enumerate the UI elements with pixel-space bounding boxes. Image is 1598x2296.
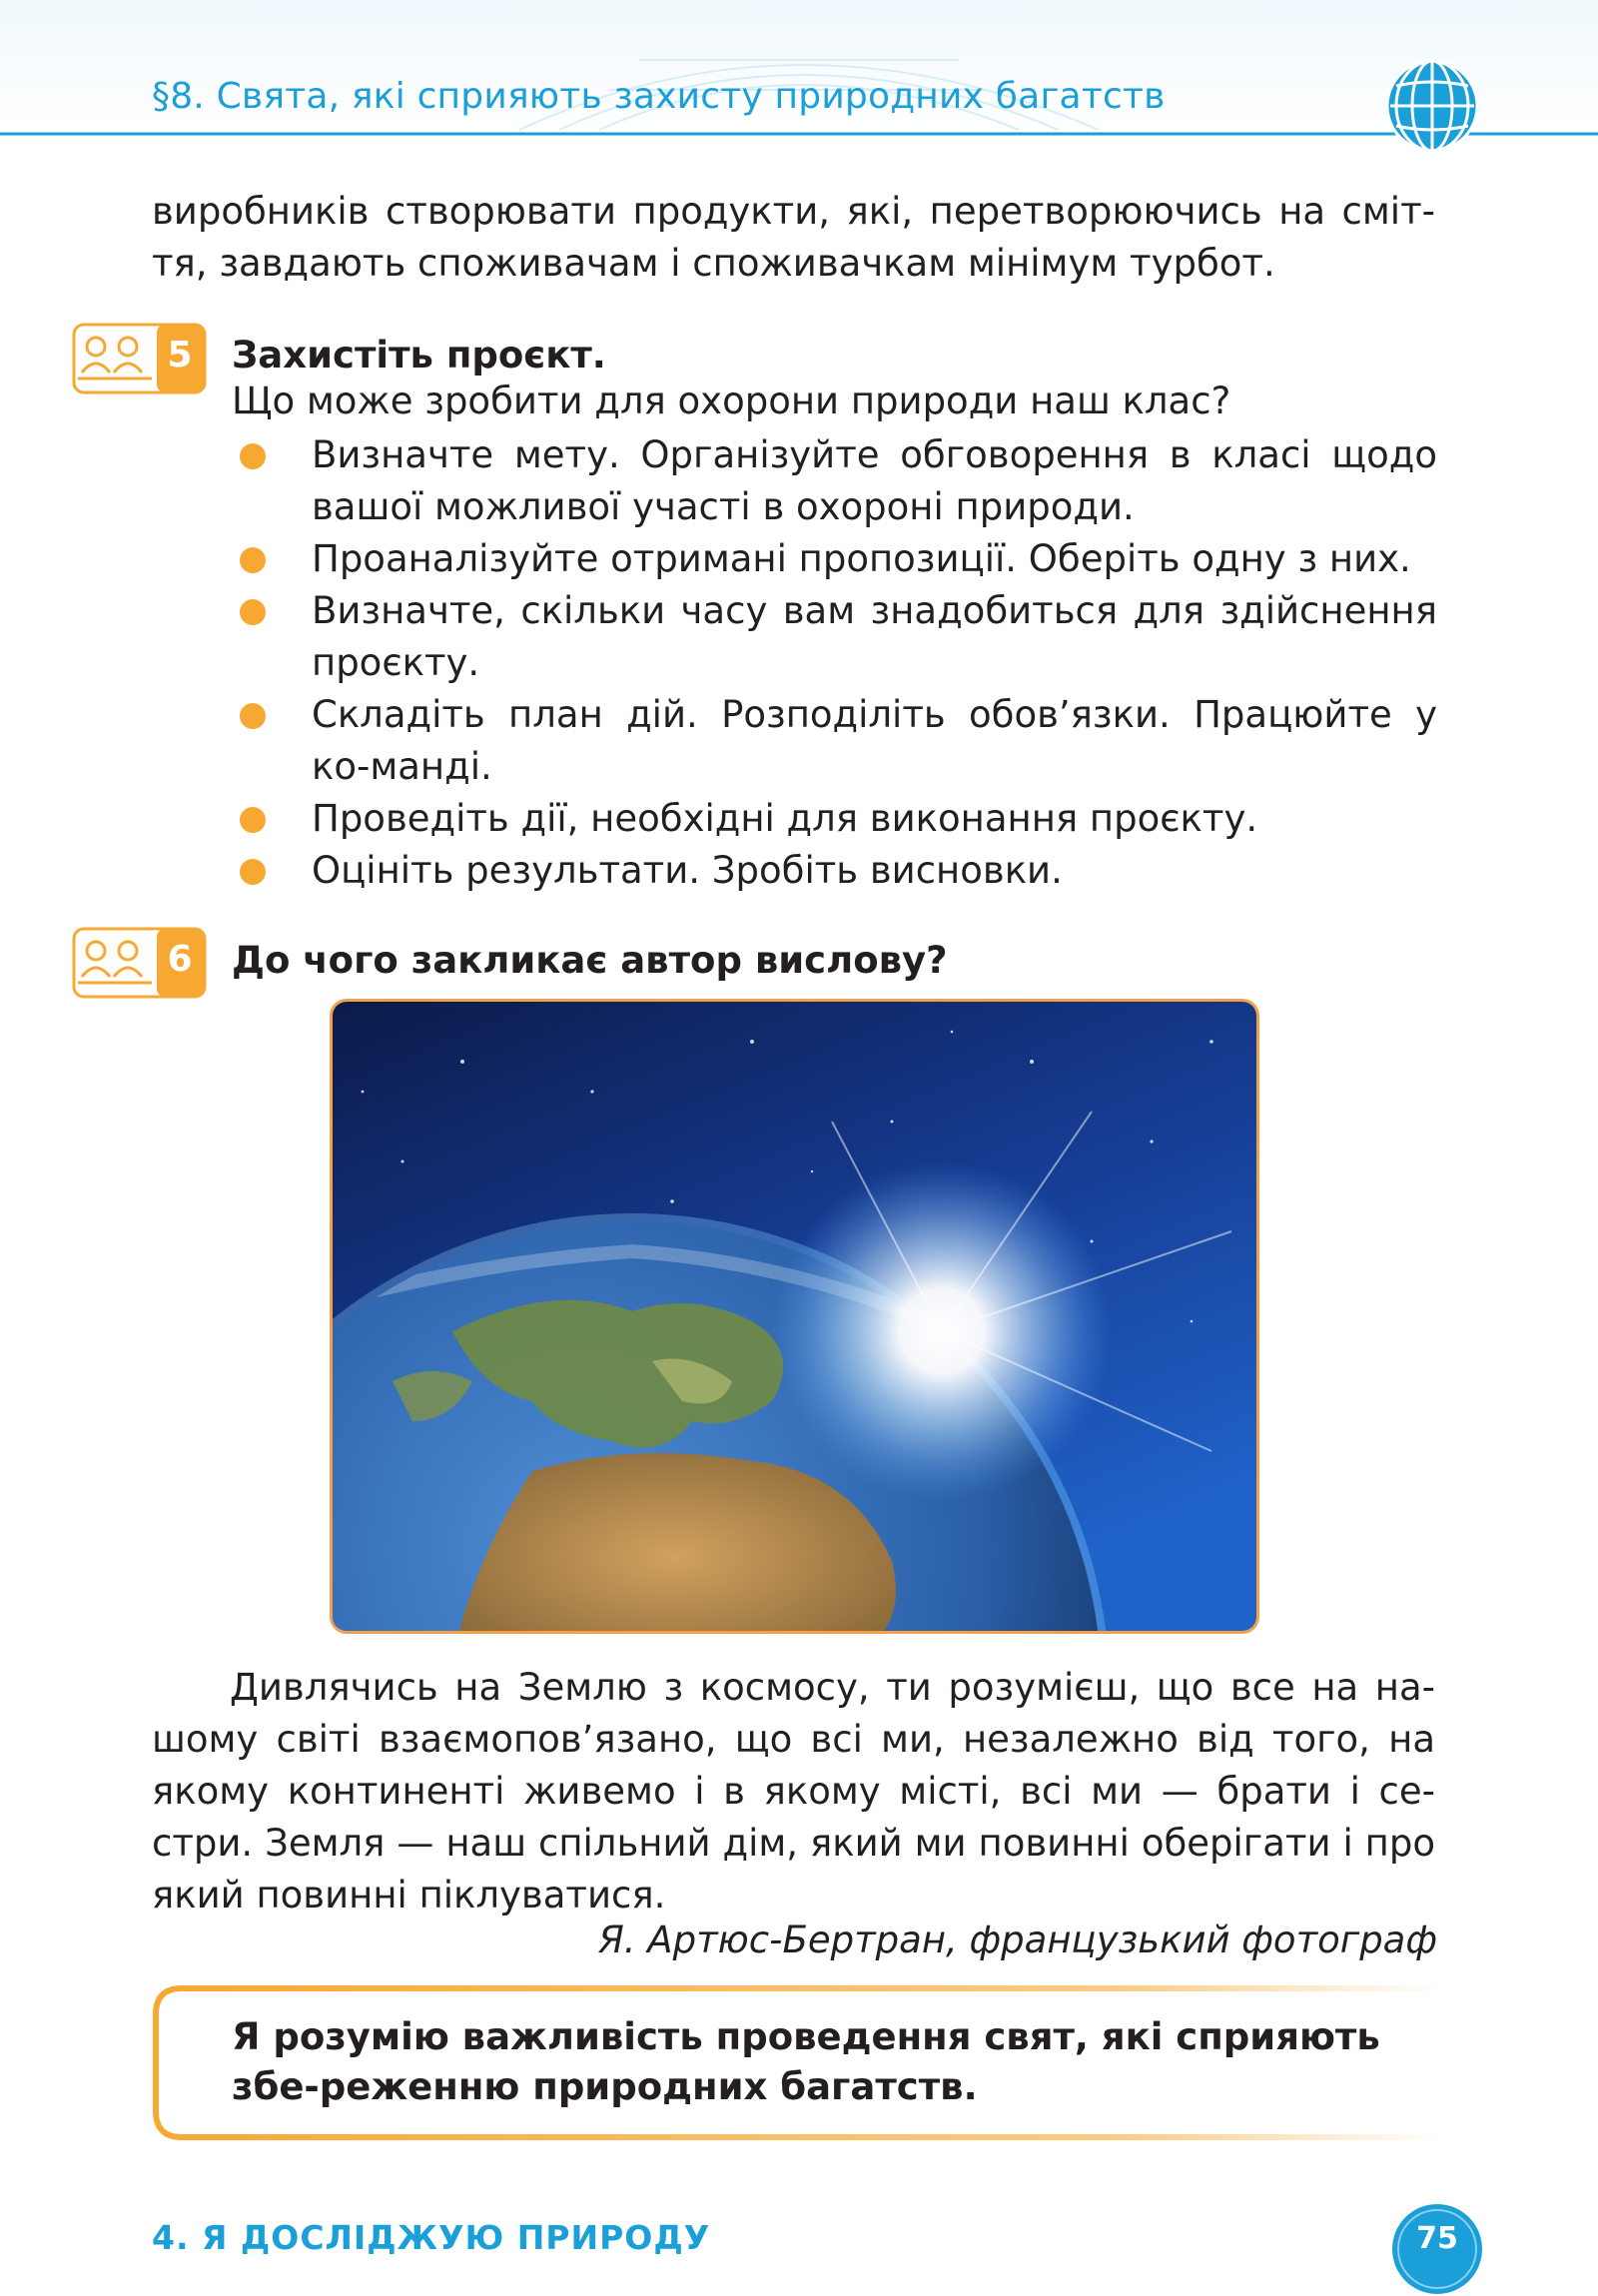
bullet-icon bbox=[240, 443, 266, 469]
intro-paragraph: виробників створювати продукти, які, перетворюючись на сміт-тя, завдають споживачам і споживачкам мінімум турбот. bbox=[152, 190, 1435, 285]
conclusion-statement: Я розумію важливість проведення свят, які сприяють збе-реженню природних багатств. bbox=[232, 2015, 1380, 2108]
earth-from-space-photo bbox=[333, 1002, 1256, 1631]
bullet-icon bbox=[240, 547, 266, 573]
page-header-title: §8. Свята, які сприяють захисту природних багатств bbox=[152, 76, 1166, 117]
task5-steps-list bbox=[232, 429, 1437, 897]
list-item: Оцініть результати. Зробіть висновки. bbox=[232, 845, 1437, 897]
list-item: Проаналізуйте отримані пропозиції. Оберіть одну з них. bbox=[232, 533, 1437, 585]
task5-question: Що може зробити для охорони природи наш клас? bbox=[232, 380, 1231, 422]
bullet-icon bbox=[240, 599, 266, 625]
task5-title: Захистіть проєкт. bbox=[232, 334, 606, 377]
bullet-icon bbox=[240, 807, 266, 833]
globe-icon bbox=[1384, 58, 1480, 154]
task-number-5: 5 bbox=[167, 335, 193, 376]
quote-author: Я. Артюс-Бертран, французький фотограф bbox=[598, 1918, 1437, 1961]
bullet-icon bbox=[240, 703, 266, 729]
bullet-icon bbox=[240, 859, 266, 885]
list-item: Проведіть дії, необхідні для виконання проєкту. bbox=[232, 793, 1437, 845]
list-item: Визначте мету. Організуйте обговорення в класі щодо вашої можливої участі в охороні природи. bbox=[232, 429, 1437, 533]
task-number-6: 6 bbox=[167, 939, 193, 980]
header-decoration bbox=[0, 0, 1598, 150]
quote-paragraph: Дивлячись на Землю з космосу, ти розумієш, що все на на-шому світі взаємопов’язано, що всі ми, незалежно від того, на якому континенті живемо і в якому місті, всі ми — брати і се-стри. Земля — наш спільний дім, який ми повинні оберігати і про який повинні піклуватися. bbox=[152, 1666, 1435, 1916]
footer-section-title: 4. Я ДОСЛІДЖУЮ ПРИРОДУ bbox=[152, 2218, 711, 2257]
list-item: Визначте, скільки часу вам знадобиться для здійснення проєкту. bbox=[232, 585, 1437, 689]
task6-title: До чого закликає автор вислову? bbox=[232, 939, 948, 982]
list-item: Складіть план дій. Розподіліть обов’язки. Працюйте у ко-манді. bbox=[232, 689, 1437, 793]
page-number: 75 bbox=[1416, 2221, 1458, 2256]
